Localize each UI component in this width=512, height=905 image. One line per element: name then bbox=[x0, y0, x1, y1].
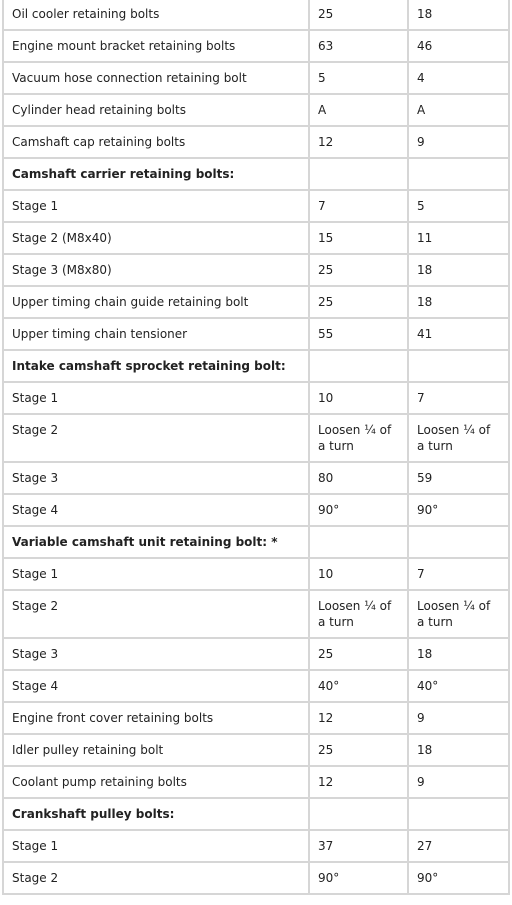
torque-nm-cell: 25 bbox=[309, 254, 408, 286]
torque-lbft-cell: 9 bbox=[408, 702, 509, 734]
component-cell: Engine front cover retaining bolts bbox=[3, 702, 309, 734]
component-cell: Coolant pump retaining bolts bbox=[3, 766, 309, 798]
section-header-row bbox=[3, 798, 509, 830]
torque-lbft-cell bbox=[408, 158, 509, 190]
table-row bbox=[3, 62, 509, 94]
torque-lbft-cell: 11 bbox=[408, 222, 509, 254]
component-cell: Stage 1 bbox=[3, 558, 309, 590]
torque-nm-cell: 12 bbox=[309, 702, 408, 734]
table-row bbox=[3, 222, 509, 254]
torque-nm-cell: 90° bbox=[309, 862, 408, 894]
component-cell: Stage 2 bbox=[3, 862, 309, 894]
table-row bbox=[3, 126, 509, 158]
torque-lbft-cell: 40° bbox=[408, 670, 509, 702]
torque-nm-cell: 5 bbox=[309, 62, 408, 94]
torque-nm-cell bbox=[309, 350, 408, 382]
table-row bbox=[3, 254, 509, 286]
component-cell: Upper timing chain tensioner bbox=[3, 318, 309, 350]
table-row bbox=[3, 462, 509, 494]
component-cell: Stage 2 bbox=[3, 590, 309, 638]
table-body bbox=[3, 0, 509, 894]
torque-lbft-cell: 4 bbox=[408, 62, 509, 94]
torque-lbft-cell: A bbox=[408, 94, 509, 126]
section-header-row bbox=[3, 158, 509, 190]
torque-nm-cell: 90° bbox=[309, 494, 408, 526]
torque-nm-cell: 10 bbox=[309, 558, 408, 590]
component-cell: Intake camshaft sprocket retaining bolt: bbox=[3, 350, 309, 382]
table-row bbox=[3, 414, 509, 462]
torque-lbft-cell: Loosen ¼ of a turn bbox=[408, 590, 509, 638]
torque-lbft-cell: 46 bbox=[408, 30, 509, 62]
component-cell: Stage 4 bbox=[3, 494, 309, 526]
component-cell: Stage 1 bbox=[3, 830, 309, 862]
section-header-row bbox=[3, 350, 509, 382]
table-row bbox=[3, 830, 509, 862]
component-cell: Stage 2 bbox=[3, 414, 309, 462]
torque-nm-cell: A bbox=[309, 94, 408, 126]
torque-lbft-cell: 59 bbox=[408, 462, 509, 494]
torque-lbft-cell bbox=[408, 526, 509, 558]
torque-nm-cell: 12 bbox=[309, 126, 408, 158]
torque-nm-cell: 25 bbox=[309, 638, 408, 670]
component-cell: Crankshaft pulley bolts: bbox=[3, 798, 309, 830]
torque-nm-cell: 25 bbox=[309, 0, 408, 30]
component-cell: Engine mount bracket retaining bolts bbox=[3, 30, 309, 62]
component-cell: Idler pulley retaining bolt bbox=[3, 734, 309, 766]
component-cell: Variable camshaft unit retaining bolt: * bbox=[3, 526, 309, 558]
torque-lbft-cell: 90° bbox=[408, 862, 509, 894]
torque-lbft-cell: 9 bbox=[408, 766, 509, 798]
torque-lbft-cell: 7 bbox=[408, 558, 509, 590]
torque-nm-cell: 25 bbox=[309, 734, 408, 766]
torque-nm-cell bbox=[309, 526, 408, 558]
torque-lbft-cell bbox=[408, 350, 509, 382]
torque-lbft-cell: 18 bbox=[408, 0, 509, 30]
torque-nm-cell: Loosen ¼ of a turn bbox=[309, 414, 408, 462]
component-cell: Vacuum hose connection retaining bolt bbox=[3, 62, 309, 94]
torque-nm-cell bbox=[309, 798, 408, 830]
torque-lbft-cell: 41 bbox=[408, 318, 509, 350]
table-row bbox=[3, 30, 509, 62]
torque-lbft-cell: 18 bbox=[408, 734, 509, 766]
torque-lbft-cell: 7 bbox=[408, 382, 509, 414]
torque-nm-cell: 55 bbox=[309, 318, 408, 350]
table-row bbox=[3, 638, 509, 670]
component-cell: Stage 4 bbox=[3, 670, 309, 702]
torque-nm-cell: 40° bbox=[309, 670, 408, 702]
table-row bbox=[3, 558, 509, 590]
torque-specifications-table bbox=[2, 0, 510, 895]
component-cell: Camshaft cap retaining bolts bbox=[3, 126, 309, 158]
torque-nm-cell: Loosen ¼ of a turn bbox=[309, 590, 408, 638]
component-cell: Stage 3 bbox=[3, 462, 309, 494]
component-cell: Camshaft carrier retaining bolts: bbox=[3, 158, 309, 190]
table-row bbox=[3, 0, 509, 30]
table-row bbox=[3, 766, 509, 798]
torque-lbft-cell: 90° bbox=[408, 494, 509, 526]
component-cell: Oil cooler retaining bolts bbox=[3, 0, 309, 30]
table-row bbox=[3, 862, 509, 894]
torque-lbft-cell: 18 bbox=[408, 254, 509, 286]
table-row bbox=[3, 734, 509, 766]
torque-lbft-cell: Loosen ¼ of a turn bbox=[408, 414, 509, 462]
component-cell: Stage 3 (M8x80) bbox=[3, 254, 309, 286]
component-cell: Stage 2 (M8x40) bbox=[3, 222, 309, 254]
table-row bbox=[3, 382, 509, 414]
torque-nm-cell: 7 bbox=[309, 190, 408, 222]
torque-lbft-cell: 27 bbox=[408, 830, 509, 862]
torque-nm-cell: 15 bbox=[309, 222, 408, 254]
table-row bbox=[3, 190, 509, 222]
torque-lbft-cell: 18 bbox=[408, 286, 509, 318]
torque-lbft-cell: 18 bbox=[408, 638, 509, 670]
torque-nm-cell: 12 bbox=[309, 766, 408, 798]
torque-nm-cell: 80 bbox=[309, 462, 408, 494]
section-header-row bbox=[3, 526, 509, 558]
torque-nm-cell: 10 bbox=[309, 382, 408, 414]
table-row bbox=[3, 590, 509, 638]
table-row bbox=[3, 318, 509, 350]
component-cell: Stage 1 bbox=[3, 190, 309, 222]
component-cell: Upper timing chain guide retaining bolt bbox=[3, 286, 309, 318]
torque-lbft-cell: 5 bbox=[408, 190, 509, 222]
table-row bbox=[3, 286, 509, 318]
torque-nm-cell bbox=[309, 158, 408, 190]
torque-lbft-cell: 9 bbox=[408, 126, 509, 158]
torque-nm-cell: 63 bbox=[309, 30, 408, 62]
table-row bbox=[3, 494, 509, 526]
table-row bbox=[3, 702, 509, 734]
table-row bbox=[3, 670, 509, 702]
component-cell: Cylinder head retaining bolts bbox=[3, 94, 309, 126]
component-cell: Stage 1 bbox=[3, 382, 309, 414]
table-row bbox=[3, 94, 509, 126]
torque-lbft-cell bbox=[408, 798, 509, 830]
torque-nm-cell: 37 bbox=[309, 830, 408, 862]
torque-nm-cell: 25 bbox=[309, 286, 408, 318]
component-cell: Stage 3 bbox=[3, 638, 309, 670]
